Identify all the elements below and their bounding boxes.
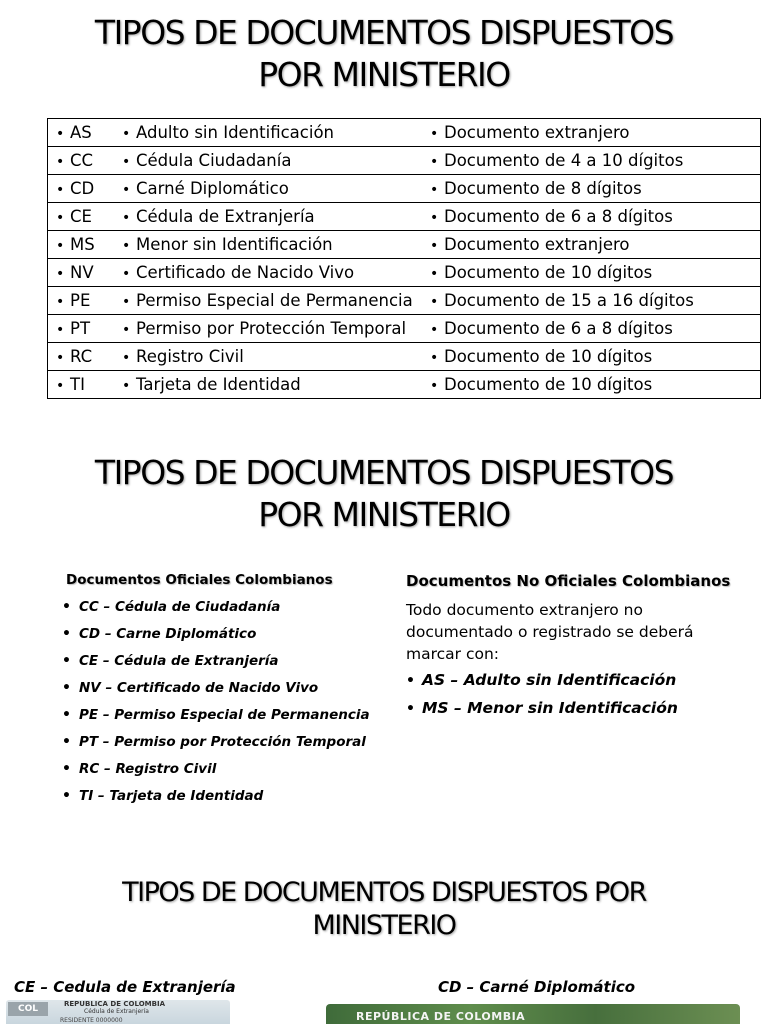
bullet-icon: • <box>122 154 131 170</box>
document-detail-cell <box>422 315 761 343</box>
bullet-icon: • <box>122 238 131 254</box>
bullet-icon: • <box>56 210 65 226</box>
document-detail-cell <box>422 343 761 371</box>
document-name-cell <box>114 315 422 343</box>
document-name: Menor sin Identificación <box>136 235 333 254</box>
table-row <box>48 119 761 147</box>
bullet-icon: • <box>122 182 131 198</box>
ce-caption: CE – Cedula de Extranjería <box>14 978 236 996</box>
bullet-icon: • <box>430 294 439 310</box>
document-code: CD <box>70 179 95 198</box>
document-detail: Documento extranjero <box>444 235 630 254</box>
document-name-cell <box>114 259 422 287</box>
official-list-item-text: RC – Registro Civil <box>79 761 217 777</box>
document-name-cell <box>114 203 422 231</box>
document-detail: Documento de 6 a 8 dígitos <box>444 207 673 226</box>
document-code: NV <box>70 263 94 282</box>
ce-card-field: RESIDENTE 0000000 <box>60 1017 123 1024</box>
document-name: Permiso por Protección Temporal <box>136 319 407 338</box>
bullet-icon: • <box>122 294 131 310</box>
document-code-cell <box>48 119 115 147</box>
bullet-icon: • <box>56 378 65 394</box>
document-name: Cédula Ciudadanía <box>136 151 292 170</box>
bullet-icon: • <box>62 680 71 696</box>
official-list-item <box>62 678 370 705</box>
official-list-item <box>62 732 370 759</box>
official-list-item-text: CE – Cédula de Extranjería <box>79 653 279 669</box>
nonofficial-list-item-text: AS – Adulto sin Identificación <box>422 671 677 689</box>
document-code-cell <box>48 315 115 343</box>
official-list-item-text: TI – Tarjeta de Identidad <box>79 788 264 804</box>
document-name-cell <box>114 175 422 203</box>
ce-card-subheader: Cédula de Extranjería <box>84 1008 149 1015</box>
bullet-icon: • <box>62 734 71 750</box>
bullet-icon: • <box>430 126 439 142</box>
bullet-icon: • <box>56 294 65 310</box>
bullet-icon: • <box>56 182 65 198</box>
document-name: Carné Diplomático <box>136 179 289 198</box>
table-row <box>48 203 761 231</box>
bullet-icon: • <box>430 154 439 170</box>
official-list-item-text: PT – Permiso por Protección Temporal <box>79 734 366 750</box>
official-list-item <box>62 597 370 624</box>
bullet-icon: • <box>62 626 71 642</box>
document-name: Permiso Especial de Permanencia <box>136 291 413 310</box>
table-row <box>48 175 761 203</box>
bullet-icon: • <box>430 182 439 198</box>
document-code: CE <box>70 207 92 226</box>
carne-diplomatico-image <box>326 1004 740 1024</box>
nonofficial-list-item <box>406 669 678 697</box>
document-detail-cell <box>422 231 761 259</box>
cd-card-header: REPÚBLICA DE COLOMBIA <box>356 1010 526 1023</box>
slide3-title: TIPOS DE DOCUMENTOS DISPUESTOS POR MINISTERIO <box>122 877 646 941</box>
document-detail-cell <box>422 287 761 315</box>
document-code: RC <box>70 347 93 366</box>
document-code-cell <box>48 147 115 175</box>
bullet-icon: • <box>122 378 131 394</box>
document-code-cell <box>48 231 115 259</box>
bullet-icon: • <box>56 322 65 338</box>
document-detail-cell <box>422 147 761 175</box>
table-row <box>48 371 761 399</box>
document-detail: Documento de 10 dígitos <box>444 263 653 282</box>
official-list-item-text: CC – Cédula de Ciudadanía <box>79 599 281 615</box>
nonofficial-description: Todo documento extranjero no documentado o registrado se deberá marcar con: <box>406 601 694 663</box>
document-detail-cell <box>422 203 761 231</box>
nonofficial-list-item <box>406 697 678 725</box>
document-code-cell <box>48 371 115 399</box>
document-code: PT <box>70 319 91 338</box>
bullet-icon: • <box>56 350 65 366</box>
document-code: TI <box>70 375 85 394</box>
document-name-cell <box>114 287 422 315</box>
bullet-icon: • <box>62 599 71 615</box>
document-name: Certificado de Nacido Vivo <box>136 263 355 282</box>
document-detail: Documento de 15 a 16 dígitos <box>444 291 694 310</box>
document-name: Adulto sin Identificación <box>136 123 334 142</box>
document-detail: Documento de 10 dígitos <box>444 347 653 366</box>
nonofficial-documents-heading: Documentos No Oficiales Colombianos <box>406 572 731 590</box>
bullet-icon: • <box>430 350 439 366</box>
document-detail-cell <box>422 371 761 399</box>
bullet-icon: • <box>62 707 71 723</box>
official-list-item <box>62 624 370 651</box>
official-list-item-text: CD – Carne Diplomático <box>79 626 257 642</box>
bullet-icon: • <box>122 350 131 366</box>
document-detail: Documento de 4 a 10 dígitos <box>444 151 684 170</box>
slide2-title: TIPOS DE DOCUMENTOS DISPUESTOS POR MINISTERIO <box>94 453 674 534</box>
document-name-cell <box>114 147 422 175</box>
bullet-icon: • <box>430 322 439 338</box>
table-row <box>48 287 761 315</box>
document-detail: Documento de 6 a 8 dígitos <box>444 319 673 338</box>
bullet-icon: • <box>56 154 65 170</box>
document-code-cell <box>48 175 115 203</box>
bullet-icon: • <box>62 788 71 804</box>
document-code-cell <box>48 287 115 315</box>
table-row <box>48 147 761 175</box>
ce-card-header: REPUBLICA DE COLOMBIA <box>64 1000 165 1008</box>
bullet-icon: • <box>430 266 439 282</box>
document-detail: Documento de 10 dígitos <box>444 375 653 394</box>
cd-caption: CD – Carné Diplomático <box>438 978 636 996</box>
document-name: Tarjeta de Identidad <box>136 375 301 394</box>
document-detail-cell <box>422 119 761 147</box>
document-name: Registro Civil <box>136 347 244 366</box>
official-list-item <box>62 759 370 786</box>
bullet-icon: • <box>406 673 415 689</box>
document-name-cell <box>114 231 422 259</box>
ce-card-country-tag: COL <box>8 1002 48 1016</box>
table-row <box>48 315 761 343</box>
official-documents-list <box>62 597 370 813</box>
bullet-icon: • <box>122 126 131 142</box>
bullet-icon: • <box>430 238 439 254</box>
table-row <box>48 343 761 371</box>
document-code-cell <box>48 203 115 231</box>
document-code: MS <box>70 235 95 254</box>
official-documents-heading: Documentos Oficiales Colombianos <box>66 572 333 588</box>
official-list-item <box>62 705 370 732</box>
official-list-item-text: NV – Certificado de Nacido Vivo <box>79 680 319 696</box>
document-types-table <box>47 118 761 399</box>
slide1-title: TIPOS DE DOCUMENTOS DISPUESTOS POR MINISTERIO <box>94 13 674 94</box>
bullet-icon: • <box>430 210 439 226</box>
bullet-icon: • <box>406 701 415 717</box>
document-name-cell <box>114 371 422 399</box>
bullet-icon: • <box>56 238 65 254</box>
bullet-icon: • <box>430 378 439 394</box>
document-detail: Documento extranjero <box>444 123 630 142</box>
nonofficial-documents-list <box>406 669 678 725</box>
bullet-icon: • <box>56 126 65 142</box>
document-name-cell <box>114 119 422 147</box>
table-row <box>48 231 761 259</box>
bullet-icon: • <box>62 761 71 777</box>
bullet-icon: • <box>62 653 71 669</box>
bullet-icon: • <box>122 210 131 226</box>
document-code: AS <box>70 123 92 142</box>
document-detail-cell <box>422 175 761 203</box>
document-code: PE <box>70 291 91 310</box>
bullet-icon: • <box>56 266 65 282</box>
bullet-icon: • <box>122 266 131 282</box>
official-list-item <box>62 786 370 813</box>
document-code: CC <box>70 151 94 170</box>
cedula-extranjeria-image <box>6 1000 230 1024</box>
document-name-cell <box>114 343 422 371</box>
document-code-cell <box>48 259 115 287</box>
official-list-item-text: PE – Permiso Especial de Permanencia <box>79 707 370 723</box>
document-detail: Documento de 8 dígitos <box>444 179 642 198</box>
document-name: Cédula de Extranjería <box>136 207 315 226</box>
document-detail-cell <box>422 259 761 287</box>
official-list-item <box>62 651 370 678</box>
table-row <box>48 259 761 287</box>
bullet-icon: • <box>122 322 131 338</box>
nonofficial-list-item-text: MS – Menor sin Identificación <box>422 699 678 717</box>
document-code-cell <box>48 343 115 371</box>
